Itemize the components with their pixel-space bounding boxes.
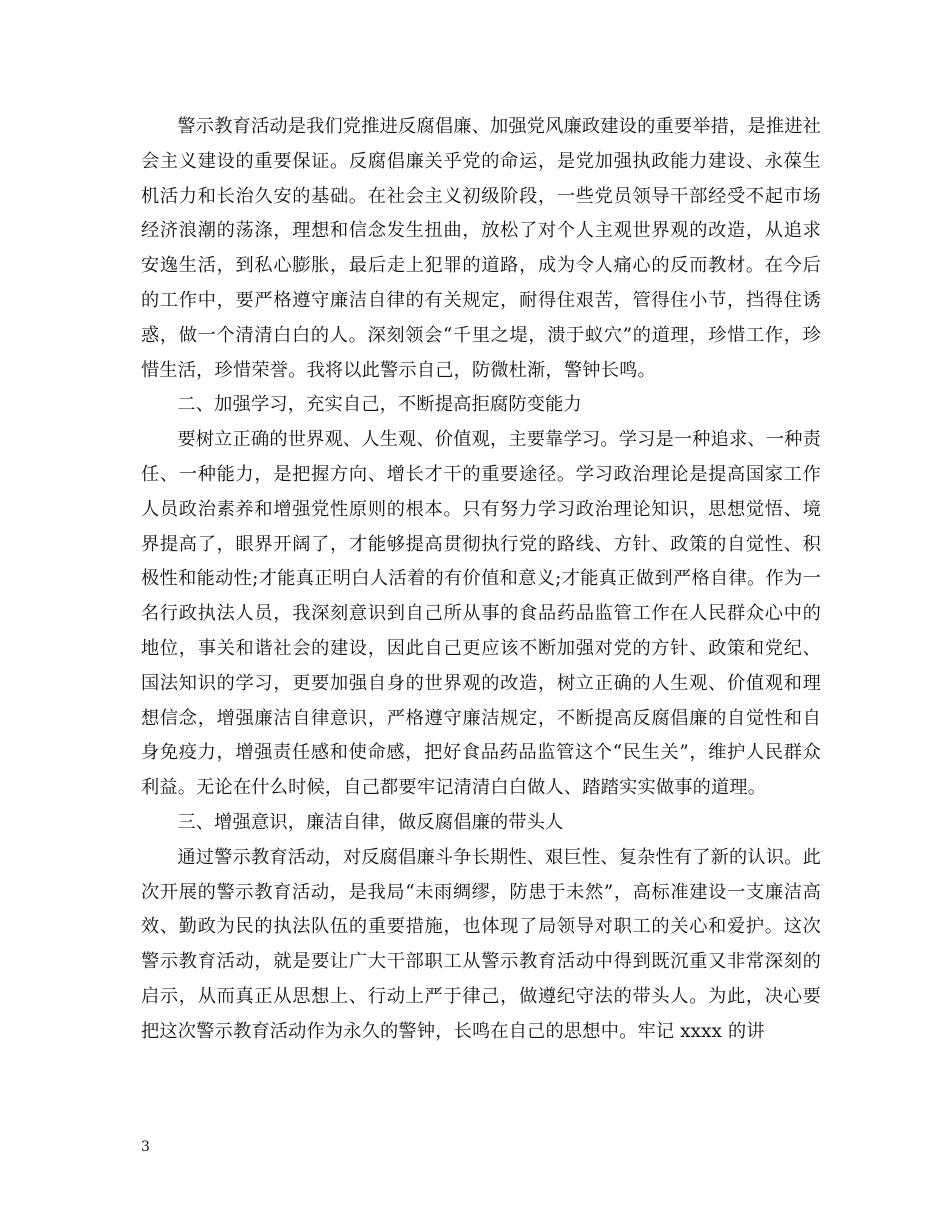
section-heading-strengthen-learning: 二、加强学习，充实自己，不断提高拒腐防变能力 <box>177 394 582 416</box>
paragraph-awareness: 通过警示教育活动，对反腐倡廉斗争长期性、艰巨性、复杂性有了新的认识。此次开展的警示教育活动，是我局“未雨绸缪，防患于未然”，高标准建设一支廉洁高效、勤政为民的执法队伍的重要措施，也体现了局领导对职工的关心和爱护。这次警示教育活动，就是要让广大干部职工从警示教育活动中得到既沉重又非常深刻的启示，从而真正从思想上、行动上严于律己，做遵纪守法的带头人。为此，决心要把这次警示教育活动作为永久的警钟，长鸣在自己的思想中。牢记 xxxx 的讲 <box>141 846 821 1042</box>
document-body <box>141 110 821 1050</box>
paragraph-learning: 要树立正确的世界观、人生观、价值观，主要靠学习。学习是一种追求、一种责任、一种能力，是把握方向、增长才干的重要途径。学习政治理论是提高国家工作人员政治素养和增强党性原则的根本。只有努力学习政治理论知识，思想觉悟、境界提高了，眼界开阔了，才能够提高贯彻执行党的路线、方针、政策的自觉性、积极性和能动性;才能真正明白人活着的有价值和意义;才能真正做到严格自律。作为一名行政执法人员，我深刻意识到自己所从事的食品药品监管工作在人民群众心中的地位，事关和谐社会的建设，因此自己更应该不断加强对党的方针、政策和党纪、国法知识的学习，更要加强自身的世界观的改造，树立正确的人生观、价值观和理想信念，增强廉洁自律意识，严格遵守廉洁规定，不断提高反腐倡廉的自觉性和自身免疫力，增强责任感和使命感，把好食品药品监管这个“民生关”，维护人民群众利益。无论在什么时候，自己都要牢记清清白白做人、踏踏实实做事的道理。 <box>141 429 821 799</box>
page-number: 3 <box>141 1139 150 1155</box>
paragraph-warning-education: 警示教育活动是我们党推进反腐倡廉、加强党风廉政建设的重要举措，是推进社会主义建设的重要保证。反腐倡廉关乎党的命运，是党加强执政能力建设、永葆生机活力和长治久安的基础。在社会主义初级阶段，一些党员领导干部经受不起市场经济浪潮的荡涤，理想和信念发生扭曲，放松了对个人主观世界观的改造，从追求安逸生活，到私心膨胀，最后走上犯罪的道路，成为令人痛心的反而教材。在今后的工作中，要严格遵守廉洁自律的有关规定，耐得住艰苦，管得住小节，挡得住诱惑，做一个清清白白的人。深刻领会“千里之堤，溃于蚁穴”的道理，珍惜工作，珍惜生活，珍惜荣誉。我将以此警示自己，防微杜渐，警钟长鸣。 <box>141 116 821 381</box>
section-heading-strengthen-awareness: 三、增强意识，廉洁自律，做反腐倡廉的带头人 <box>177 811 564 833</box>
